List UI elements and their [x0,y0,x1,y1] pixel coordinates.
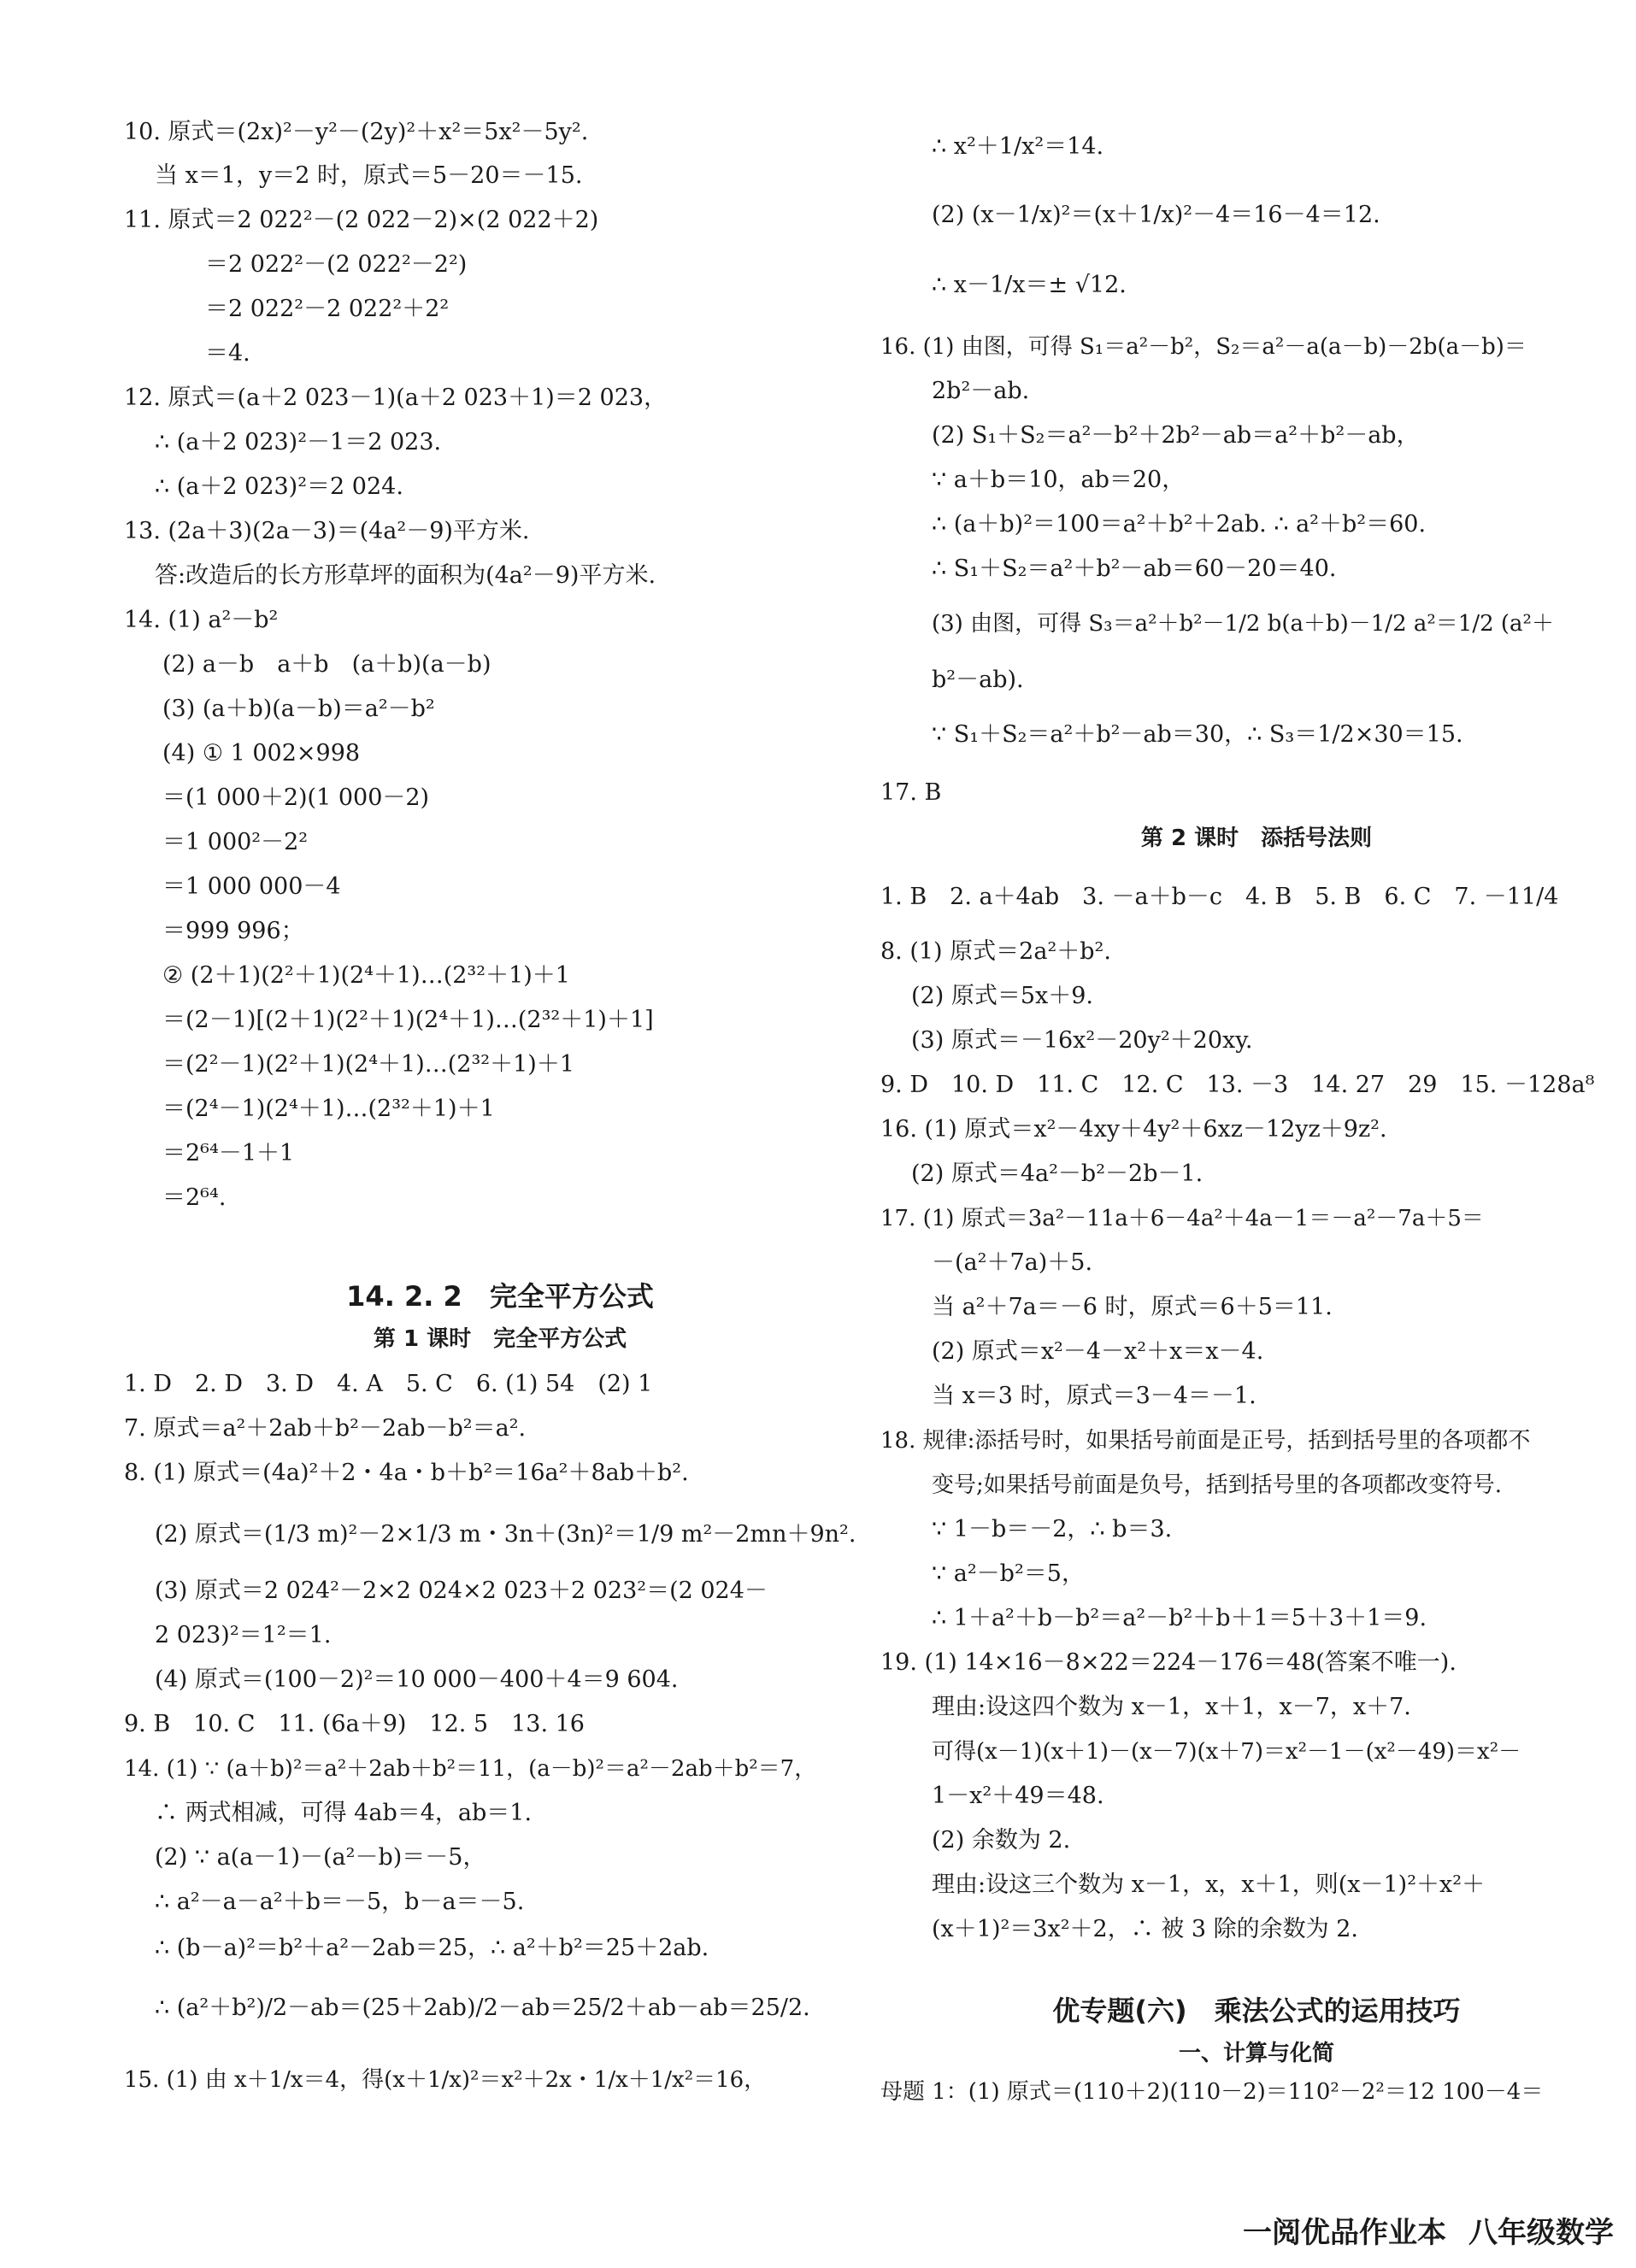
subsection-heading: 一、计算与化简 [1178,2041,1334,2066]
answer-line: b²－ab). [932,667,1024,693]
answer-line: ＝1 000²－2² [162,829,309,855]
grade-subject: 八年级数学 [1468,2216,1614,2250]
answer-line: ＝(2²－1)(2²＋1)(2⁴＋1)…(2³²＋1)＋1 [162,1051,574,1078]
answer-line: 18. 规律:添括号时，如果括号前面是正号，括到括号里的各项都不 [880,1428,1531,1454]
answer-line: 13. (2a＋3)(2a－3)＝(4a²－9)平方米. [124,518,530,544]
answer-line: 8. (1) 原式＝(4a)²＋2・4a・b＋b²＝16a²＋8ab＋b². [124,1460,689,1486]
answer-line: ∴ x²＋1/x²＝14. [932,133,1104,160]
right-column [880,0,1636,2268]
answer-line: ∵ 1－b＝－2，∴ b＝3. [932,1516,1173,1542]
answer-line: 14. (1) ∵ (a＋b)²＝a²＋2ab＋b²＝11，(a－b)²＝a²－2ab＋b²＝7， [124,1756,817,1782]
answer-line: ∴ (b－a)²＝b²＋a²－2ab＝25，∴ a²＋b²＝25＋2ab. [155,1935,709,1961]
answer-line: ＝2 022²－(2 022²－2²) [205,251,468,278]
answer-line: ＝2⁶⁴. [162,1184,227,1211]
answer-line: ∴ a²－a－a²＋b＝－5，b－a＝－5. [155,1889,525,1915]
answer-line: ＝(2－1)[(2＋1)(2²＋1)(2⁴＋1)…(2³²＋1)＋1] [162,1007,654,1033]
answer-line: 理由:设这三个数为 x－1，x，x＋1，则(x－1)²＋x²＋ [932,1871,1486,1898]
answer-line: 16. (1) 原式＝x²－4xy＋4y²＋6xz－12yz＋9z². [880,1116,1387,1143]
answer-line: 14. (1) a²－b² [124,607,279,633]
answer-line: (3) 由图，可得 S₃＝a²＋b²－1/2 b(a＋b)－1/2 a²＝1/2 (a²＋ [932,611,1554,637]
answer-line: ＝999 996； [162,918,304,944]
answer-line: ② (2＋1)(2²＋1)(2⁴＋1)…(2³²＋1)＋1 [162,962,570,989]
answer-line: (2) (x－1/x)²＝(x＋1/x)²－4＝16－4＝12. [932,202,1380,228]
answer-line: ＝1 000 000－4 [162,873,341,900]
answer-line: 10. 原式＝(2x)²－y²－(2y)²＋x²＝5x²－5y². [124,119,589,145]
answer-line: 17. (1) 原式＝3a²－11a＋6－4a²＋4a－1＝－a²－7a＋5＝ [880,1206,1484,1231]
answer-line: ＝4. [205,340,250,367]
answer-line: ∵ a²－b²＝5， [932,1560,1085,1587]
topic-heading: 优专题(六) 乘法公式的运用技巧 [1052,1995,1461,2027]
answer-line: －(a²＋7a)＋5. [932,1249,1093,1276]
answer-line: (2) 原式＝5x＋9. [911,983,1093,1009]
lesson-heading: 第 1 课时 完全平方公式 [373,1326,627,1352]
answer-line: 17. B [880,779,942,806]
answer-line: 2 023)²＝1²＝1. [155,1622,332,1648]
answer-line: (3) 原式＝－16x²－20y²＋20xy. [911,1027,1253,1054]
answer-line: (2) ∵ a(a－1)－(a²－b)＝－5， [155,1844,486,1871]
answer-line: ∴ (a＋b)²＝100＝a²＋b²＋2ab. ∴ a²＋b²＝60. [932,511,1427,538]
answer-line: 9. B 10. C 11. (6a＋9) 12. 5 13. 16 [124,1711,585,1737]
answer-line: ∴ (a²＋b²)/2－ab＝(25＋2ab)/2－ab＝25/2＋ab－ab＝25/2. [155,1995,810,2021]
answer-line: (2) a－b a＋b (a＋b)(a－b) [162,651,491,678]
answer-line: 当 x＝3 时，原式＝3－4＝－1. [932,1383,1256,1409]
answer-line: ∴ x－1/x＝± √12. [932,272,1127,298]
answer-line: (2) 原式＝(1/3 m)²－2×1/3 m・3n＋(3n)²＝1/9 m²－2mn＋9n². [155,1521,856,1548]
answer-line: (3) (a＋b)(a－b)＝a²－b² [162,696,435,722]
answer-line: 8. (1) 原式＝2a²＋b². [880,938,1111,965]
answer-line: 答:改造后的长方形草坪的面积为(4a²－9)平方米. [155,562,656,589]
answer-line: (2) 原式＝4a²－b²－2b－1. [911,1160,1203,1187]
answer-line: 16. (1) 由图，可得 S₁＝a²－b²，S₂＝a²－a(a－b)－2b(a－b)＝ [880,334,1527,360]
answer-line: 1. D 2. D 3. D 4. A 5. C 6. (1) 54 (2) 1 [124,1371,653,1397]
answer-line: (3) 原式＝2 024²－2×2 024×2 023＋2 023²＝(2 024－ [155,1578,768,1604]
answer-line: ∴ 两式相减，可得 4ab＝4，ab＝1. [155,1800,533,1826]
answer-line: (4) ① 1 002×998 [162,740,361,767]
answer-line: (x＋1)²＝3x²＋2，∴ 被 3 除的余数为 2. [932,1916,1358,1942]
answer-line: ∴ (a＋2 023)²－1＝2 023. [155,429,442,455]
answer-line: 当 x＝1，y＝2 时，原式＝5－20＝－15. [155,162,583,189]
left-column [124,0,893,2268]
answer-line: 7. 原式＝a²＋2ab＋b²－2ab－b²＝a². [124,1415,527,1442]
answer-line: 2b²－ab. [932,378,1030,404]
answer-line: 19. (1) 14×16－8×22＝224－176＝48(答案不唯一). [880,1649,1457,1676]
answer-line: ＝2⁶⁴－1＋1 [162,1140,295,1166]
lesson-heading: 第 2 课时 添括号法则 [1140,826,1373,851]
answer-line: 理由:设这四个数为 x－1，x＋1，x－7，x＋7. [932,1694,1411,1720]
answer-line: 变号;如果括号前面是负号，括到括号里的各项都改变符号. [932,1472,1503,1498]
answer-line: (2) S₁＋S₂＝a²－b²＋2b²－ab＝a²＋b²－ab， [932,422,1420,449]
answer-line: 1－x²＋49＝48. [932,1783,1104,1809]
answer-line: ∴ (a＋2 023)²＝2 024. [155,473,403,500]
answer-line: ＝(2⁴－1)(2⁴＋1)…(2³²＋1)＋1 [162,1096,495,1122]
answer-line: ∴ S₁＋S₂＝a²＋b²－ab＝60－20＝40. [932,555,1337,582]
answer-line: 当 a²＋7a＝－6 时，原式＝6＋5＝11. [932,1294,1333,1320]
answer-line: 可得(x－1)(x＋1)－(x－7)(x＋7)＝x²－1－(x²－49)＝x²－ [932,1739,1521,1765]
answer-line: (4) 原式＝(100－2)²＝10 000－400＋4＝9 604. [155,1666,679,1693]
answer-line: 母题 1：(1) 原式＝(110＋2)(110－2)＝110²－2²＝12 100－4＝ [880,2079,1544,2105]
answer-line: (2) 余数为 2. [932,1827,1071,1854]
answer-line: ∵ S₁＋S₂＝a²＋b²－ab＝30，∴ S₃＝1/2×30＝15. [932,721,1463,748]
section-heading: 14. 2. 2 完全平方公式 [346,1280,654,1313]
answer-line: 12. 原式＝(a＋2 023－1)(a＋2 023＋1)＝2 023， [124,385,668,411]
answer-line: ＝2 022²－2 022²＋2² [205,296,450,322]
answer-line: 9. D 10. D 11. C 12. C 13. －3 14. 27 29 15. －128a⁸ [880,1072,1595,1098]
answer-line: 15. (1) 由 x＋1/x＝4，得(x＋1/x)²＝x²＋2x・1/x＋1/x²＝16， [124,2067,767,2093]
answer-line: 11. 原式＝2 022²－(2 022－2)×(2 022＋2) [124,207,599,233]
answer-line: (2) 原式＝x²－4－x²＋x＝x－4. [932,1338,1264,1365]
answer-line: ∴ 1＋a²＋b－b²＝a²－b²＋b＋1＝5＋3＋1＝9. [932,1605,1427,1631]
answer-line: ＝(1 000＋2)(1 000－2) [162,784,430,811]
page-footer [1243,2209,1636,2251]
answer-line: 1. B 2. a＋4ab 3. －a＋b－c 4. B 5. B 6. C 7. －11/4 [880,884,1559,910]
book-title: 一阅优品作业本 [1243,2216,1446,2250]
answer-line: ∵ a＋b＝10，ab＝20， [932,467,1186,493]
